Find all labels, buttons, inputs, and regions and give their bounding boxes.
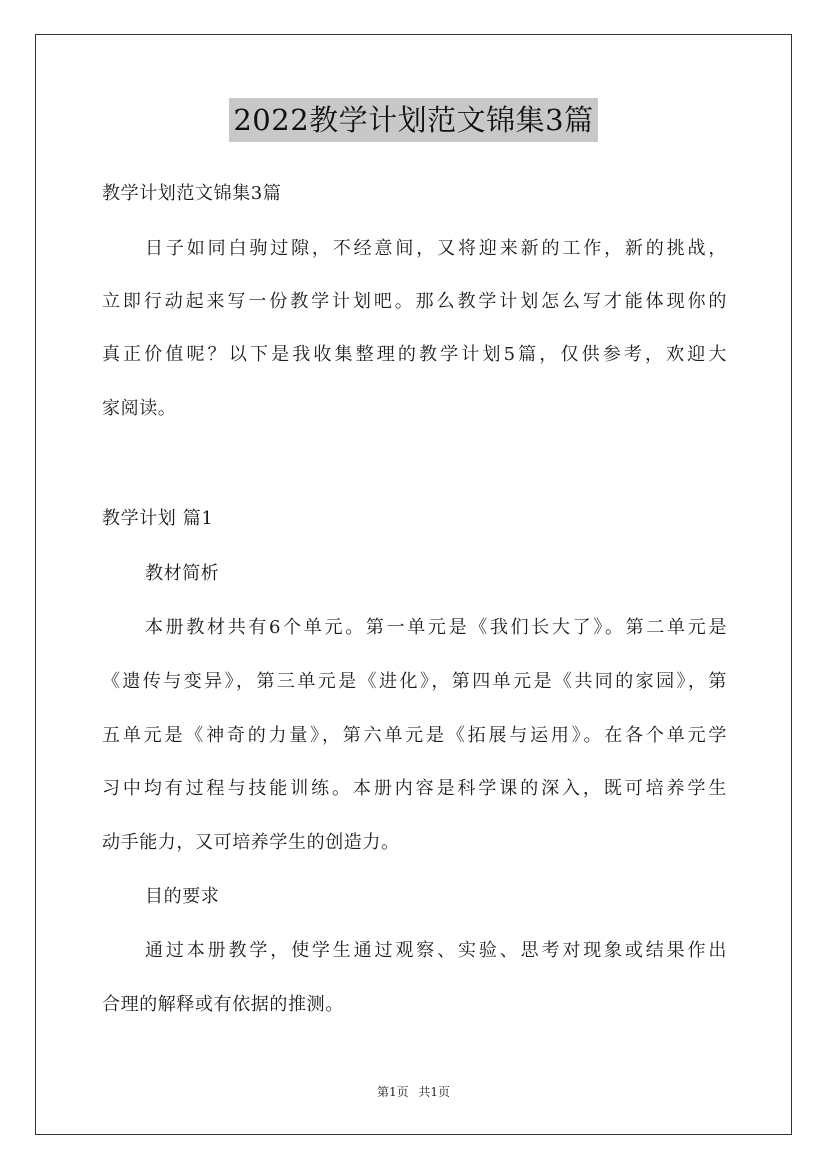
document-title: 2022教学计划范文锦集3篇 bbox=[229, 98, 597, 142]
intro-line-1: 日子如同白驹过隙，不经意间，又将迎来新的工作，新的挑战， bbox=[145, 238, 727, 259]
sub-heading-objectives: 目的要求 bbox=[145, 886, 220, 907]
para2-line-2: 合理的解释或有依据的推测。 bbox=[102, 994, 344, 1015]
sub-heading-materials: 教材简析 bbox=[145, 563, 220, 584]
intro-line-3: 真正价值呢？以下是我收集整理的教学计划5篇，仅供参考，欢迎大 bbox=[102, 344, 727, 365]
para1-line-1: 本册教材共有6个单元。第一单元是《我们长大了》。第二单元是 bbox=[145, 617, 727, 638]
para1-line-2: 《遗传与变异》，第三单元是《进化》，第四单元是《共同的家园》，第 bbox=[102, 671, 727, 692]
page-footer bbox=[0, 1083, 827, 1101]
para1-line-5: 动手能力，又可培养学生的创造力。 bbox=[102, 832, 400, 853]
para1-line-3: 五单元是《神奇的力量》，第六单元是《拓展与运用》。在各个单元学 bbox=[102, 725, 727, 746]
para2-line-1: 通过本册教学，使学生通过观察、实验、思考对现象或结果作出 bbox=[145, 940, 727, 961]
intro-line-2: 立即行动起来写一份教学计划吧。那么教学计划怎么写才能体现你的 bbox=[102, 291, 727, 312]
document-subtitle: 教学计划范文锦集3篇 bbox=[102, 183, 282, 204]
page-number: 第1页 bbox=[376, 1085, 409, 1099]
page-total: 共1页 bbox=[418, 1085, 451, 1099]
section-heading: 教学计划 篇1 bbox=[102, 508, 214, 529]
intro-line-4: 家阅读。 bbox=[102, 398, 177, 419]
para1-line-4: 习中均有过程与技能训练。本册内容是科学课的深入，既可培养学生 bbox=[102, 778, 727, 799]
title-wrap bbox=[0, 98, 827, 142]
